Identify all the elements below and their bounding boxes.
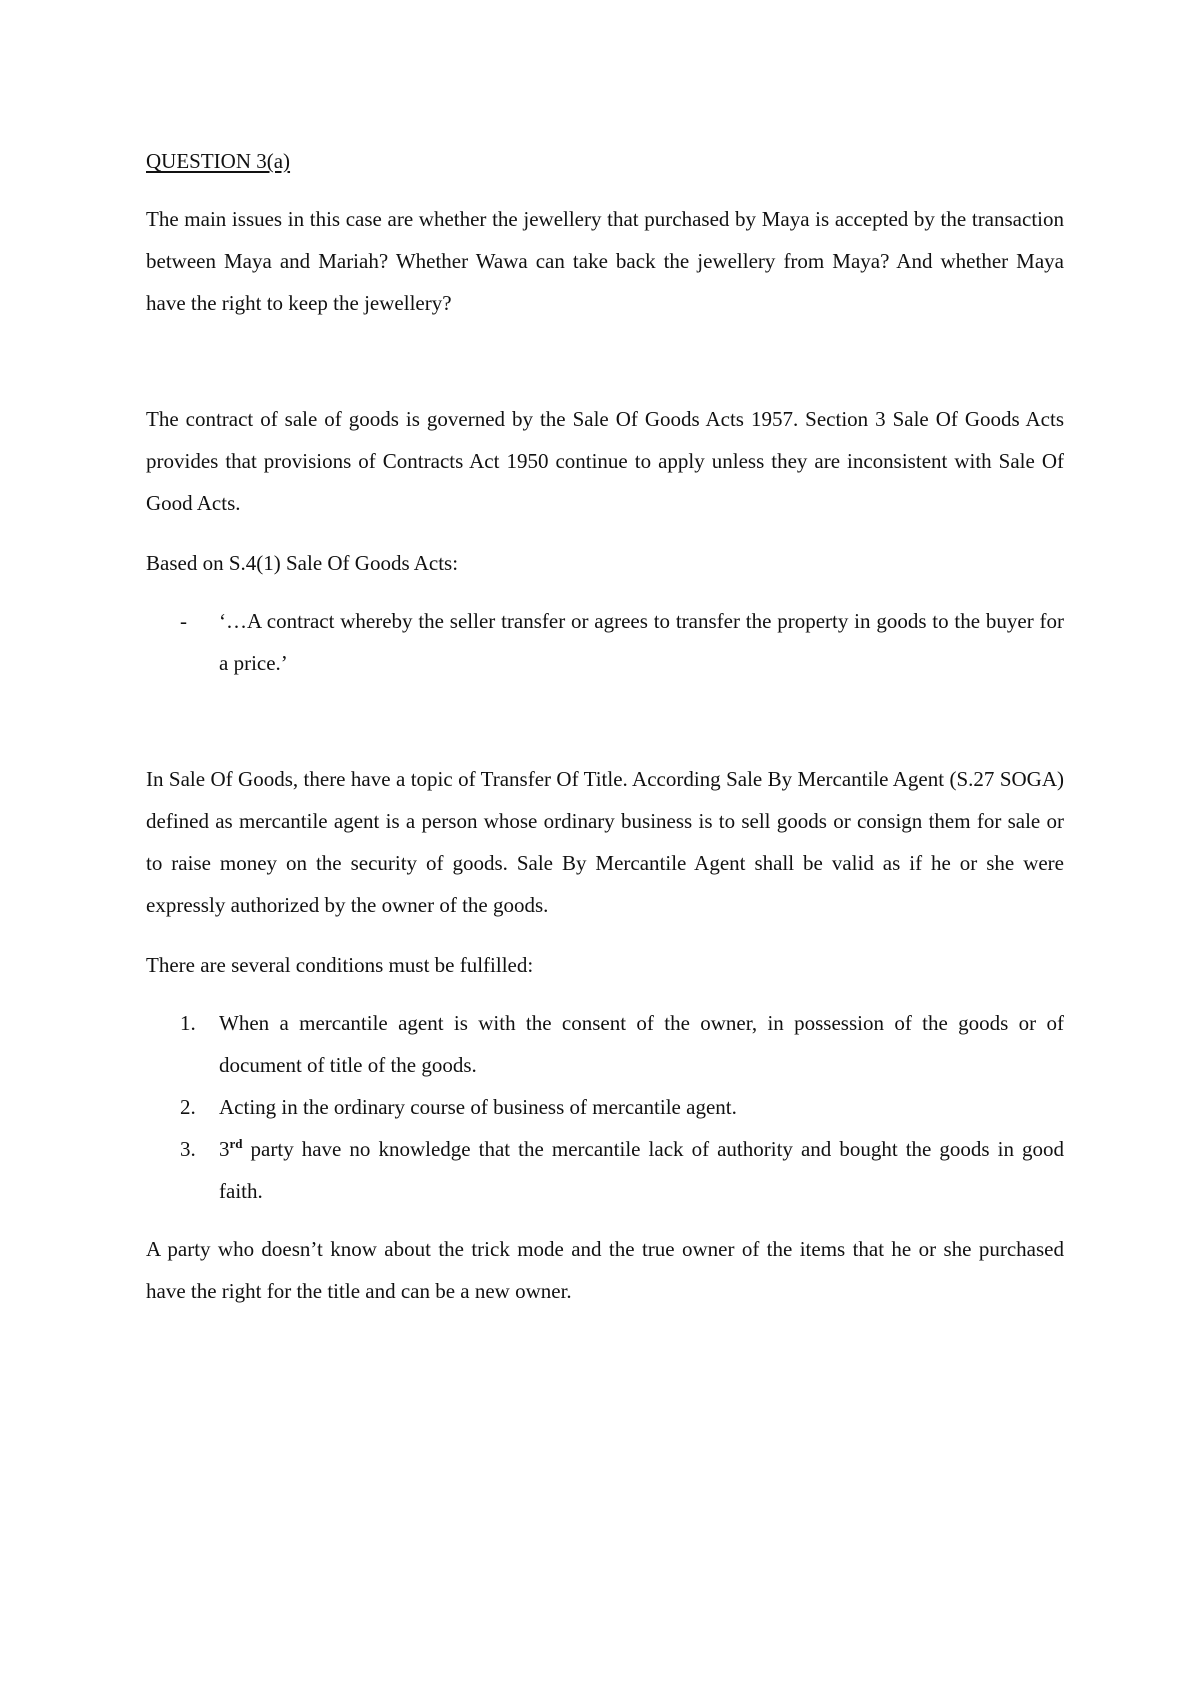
- conclusion-paragraph: A party who doesn’t know about the trick mode and the true owner of the items that he or she purchased have the right for the title and can be a new owner.: [146, 1237, 1064, 1303]
- condition-number: 2.: [180, 1095, 196, 1119]
- condition-text: Acting in the ordinary course of business of mercantile agent.: [219, 1095, 737, 1119]
- based-on-line: Based on S.4(1) Sale Of Goods Acts:: [146, 551, 459, 575]
- contract-paragraph: The contract of sale of goods is governed by the Sale Of Goods Acts 1957. Section 3 Sale Of Goods Acts provides that provisions of Contracts Act 1950 continue to apply unless they are inconsistent with Sale Of Good Acts.: [146, 407, 1064, 515]
- issues-paragraph: The main issues in this case are whether the jewellery that purchased by Maya is accepted by the transaction between Maya and Mariah? Whether Wawa can take back the jewellery from Maya? And whether Maya have the right to keep the jewellery?: [146, 207, 1064, 315]
- question-heading: QUESTION 3(a): [146, 149, 291, 173]
- transfer-of-title-paragraph: In Sale Of Goods, there have a topic of Transfer Of Title. According Sale By Mercantile Agent (S.27 SOGA) defined as mercantile agent is a person whose ordinary business is to sell goods or consign them for sale or to raise money on the security of goods. Sale By Mercantile Agent shall be valid as if he or she were expressly authorized by the owner of the goods.: [146, 767, 1064, 917]
- condition-text-3: [219, 1128, 1064, 1212]
- ordinal-suffix: rd: [229, 1136, 243, 1151]
- condition-number: 3.: [180, 1137, 196, 1161]
- conditions-intro: There are several conditions must be fulfilled:: [146, 953, 534, 977]
- quote-marker: -: [180, 609, 187, 633]
- quote-text: ‘…A contract whereby the seller transfer or agrees to transfer the property in goods to the buyer for a price.’: [219, 609, 1064, 675]
- condition-number: 1.: [180, 1011, 196, 1035]
- ordinal-number: 3: [219, 1137, 230, 1161]
- condition-text: When a mercantile agent is with the consent of the owner, in possession of the goods or of document of title of the goods.: [219, 1011, 1064, 1077]
- condition-text-body: party have no knowledge that the mercantile lack of authority and bought the goods in good faith.: [219, 1137, 1064, 1203]
